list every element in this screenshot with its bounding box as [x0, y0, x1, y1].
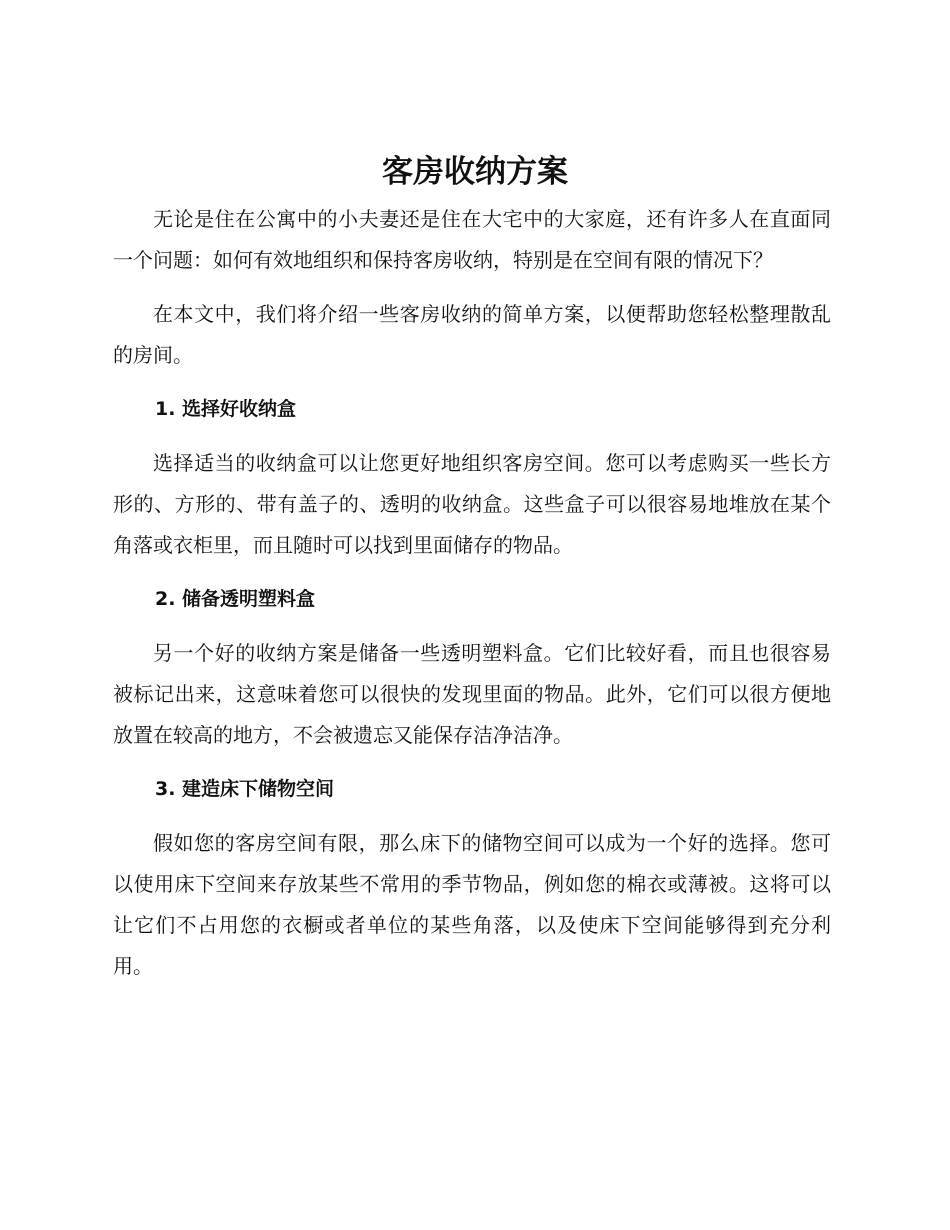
section-paragraph-3: 假如您的客房空间有限，那么床下的储物空间可以成为一个好的选择。您可以使用床下空间来存放某些不常用的季节物品，例如您的棉衣或薄被。这将可以让它们不占用您的衣橱或者单位的某些角落，以及使床下空间能够得到充分利用。 [113, 831, 831, 978]
intro-paragraph-2: 在本文中，我们将介绍一些客房收纳的简单方案，以便帮助您轻松整理散乱的房间。 [113, 302, 831, 367]
section-heading-3: 3. 建造床下储物空间 [155, 778, 335, 800]
section-paragraph-1: 选择适当的收纳盒可以让您更好地组织客房空间。您可以考虑购买一些长方形的、方形的、带有盖子的、透明的收纳盒。这些盒子可以很容易地堆放在某个角落或衣柜里，而且随时可以找到里面储存的物品。 [113, 451, 831, 557]
section-heading-2: 2. 储备透明塑料盒 [155, 588, 316, 610]
intro-paragraph-1: 无论是住在公寓中的小夫妻还是住在大宅中的大家庭，还有许多人在直面同一个问题：如何有效地组织和保持客房收纳，特别是在空间有限的情况下？ [113, 207, 831, 272]
document-body [113, 199, 831, 987]
section-paragraph-2: 另一个好的收纳方案是储备一些透明塑料盒。它们比较好看，而且也很容易被标记出来，这意味着您可以很快的发现里面的物品。此外，它们可以很方便地放置在较高的地方，不会被遗忘又能保存洁净洁净。 [113, 641, 831, 747]
section-heading-1: 1. 选择好收纳盒 [155, 398, 297, 420]
page-title: 客房收纳方案 [382, 154, 568, 190]
